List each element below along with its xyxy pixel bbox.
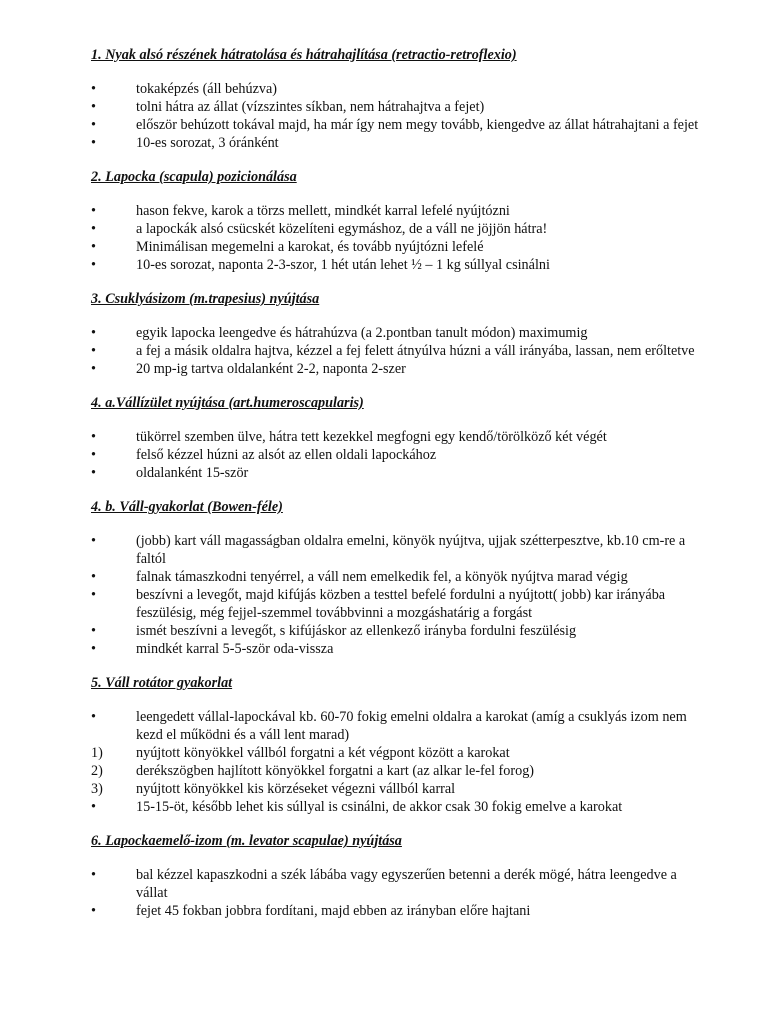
- list-item-text: tolni hátra az állat (vízszintes síkban, nem hátrahajtva a fejet): [136, 99, 485, 115]
- list-item: [91, 134, 708, 152]
- list-item: [91, 708, 708, 744]
- list-item-text: a lapockák alsó csücskét közelíteni egymáshoz, de a váll ne jöjjön hátra!: [136, 221, 548, 237]
- list-marker: •: [91, 361, 96, 377]
- list-marker: •: [91, 709, 96, 725]
- list-item-text: leengedett vállal-lapockával kb. 60-70 fokig emelni oldalra a karokat (amíg a csuklyás izom nem kezd el működni és a váll lent marad): [136, 709, 687, 743]
- list-item-text: oldalanként 15-ször: [136, 465, 249, 481]
- list-marker: •: [91, 239, 96, 255]
- list-item: [91, 98, 708, 116]
- list-marker: •: [91, 641, 96, 657]
- list-item-text: Minimálisan megemelni a karokat, és tovább nyújtózni lefelé: [136, 239, 484, 255]
- section-3: [91, 290, 708, 378]
- list-item-text: hason fekve, karok a törzs mellett, mindkét karral lefelé nyújtózni: [136, 203, 510, 219]
- list-item-text: (jobb) kart váll magasságban oldalra emelni, könyök nyújtva, ujjak szétterpesztve, kb.10 cm-re a faltól: [136, 533, 686, 567]
- list-item: [91, 622, 708, 640]
- section-heading: 4. b. Váll-gyakorlat (Bowen-féle): [91, 499, 283, 515]
- list-marker: •: [91, 81, 96, 97]
- list-item-text: nyújtott könyökkel vállból forgatni a két végpont között a karokat: [136, 745, 510, 761]
- section-4: [91, 394, 708, 482]
- list-marker: •: [91, 221, 96, 237]
- list-item-text: a fej a másik oldalra hajtva, kézzel a fej felett átnyúlva húzni a váll irányába, lassan, nem erőltetve: [136, 343, 695, 359]
- instruction-list: [91, 532, 708, 658]
- list-item: [91, 428, 708, 446]
- instruction-list: [91, 428, 708, 482]
- list-item: [91, 238, 708, 256]
- list-item: [91, 464, 708, 482]
- list-item: [91, 202, 708, 220]
- list-item: [91, 902, 708, 920]
- list-item: [91, 324, 708, 342]
- instruction-list: [91, 866, 708, 920]
- section-2: [91, 168, 708, 274]
- list-item-text: mindkét karral 5-5-ször oda-vissza: [136, 641, 334, 657]
- list-marker: 3): [91, 781, 103, 797]
- section-6: [91, 674, 708, 816]
- list-item: [91, 762, 708, 780]
- instruction-list: [91, 80, 708, 152]
- list-item-text: először behúzott tokával majd, ha már így nem megy tovább, kiengedve az állat hátrahajtani a fejet: [136, 117, 699, 133]
- list-marker: 2): [91, 763, 103, 779]
- section-5: [91, 498, 708, 658]
- list-item: [91, 798, 708, 816]
- list-item: [91, 866, 708, 902]
- list-marker: •: [91, 343, 96, 359]
- list-marker: •: [91, 799, 96, 815]
- list-item: [91, 446, 708, 464]
- list-item-text: derékszögben hajlított könyökkel forgatni a kart (az alkar le-fel forog): [136, 763, 535, 779]
- list-item-text: tokaképzés (áll behúzva): [136, 81, 278, 97]
- list-marker: •: [91, 429, 96, 445]
- section-7: [91, 832, 708, 920]
- list-item: [91, 744, 708, 762]
- list-marker: •: [91, 99, 96, 115]
- list-item-text: felső kézzel húzni az alsót az ellen oldali lapockához: [136, 447, 437, 463]
- instruction-list: [91, 708, 708, 816]
- section-heading: 5. Váll rotátor gyakorlat: [91, 675, 233, 691]
- list-item: [91, 342, 708, 360]
- list-item-text: 10-es sorozat, 3 óránként: [136, 135, 279, 151]
- list-item-text: bal kézzel kapaszkodni a szék lábába vagy egyszerűen betenni a derék mögé, hátra leengedve a vállat: [136, 867, 677, 901]
- section-heading: 4. a.Vállízület nyújtása (art.humeroscapularis): [91, 395, 364, 411]
- list-item-text: 15-15-öt, később lehet kis súllyal is csinálni, de akkor csak 30 fokig emelve a karokat: [136, 799, 623, 815]
- list-marker: •: [91, 447, 96, 463]
- section-heading: 6. Lapockaemelő-izom (m. levator scapulae) nyújtása: [91, 833, 402, 849]
- list-item: [91, 80, 708, 98]
- list-item-text: tükörrel szemben ülve, hátra tett kezekkel megfogni egy kendő/törölköző két végét: [136, 429, 607, 445]
- list-item-text: 20 mp-ig tartva oldalanként 2-2, naponta 2-szer: [136, 361, 406, 377]
- list-marker: •: [91, 257, 96, 273]
- list-item: [91, 220, 708, 238]
- list-item: [91, 780, 708, 798]
- list-item: [91, 116, 708, 134]
- list-item: [91, 256, 708, 274]
- list-marker: •: [91, 203, 96, 219]
- section-heading: 2. Lapocka (scapula) pozicionálása: [91, 169, 297, 185]
- list-marker: •: [91, 587, 96, 603]
- section-heading: 3. Csuklyásizom (m.trapesius) nyújtása: [91, 291, 320, 307]
- list-item-text: 10-es sorozat, naponta 2-3-szor, 1 hét után lehet ½ – 1 kg súllyal csinálni: [136, 257, 550, 273]
- list-marker: •: [91, 623, 96, 639]
- list-marker: •: [91, 135, 96, 151]
- list-item: [91, 568, 708, 586]
- section-heading: 1. Nyak alsó részének hátratolása és hátrahajlítása (retractio-retroflexio): [91, 47, 517, 63]
- list-marker: •: [91, 903, 96, 919]
- list-item-text: fejet 45 fokban jobbra fordítani, majd ebben az irányban előre hajtani: [136, 903, 531, 919]
- section-1: [91, 46, 708, 152]
- instruction-list: [91, 324, 708, 378]
- instruction-list: [91, 202, 708, 274]
- list-item-text: beszívni a levegőt, majd kifújás közben a testtel befelé fordulni a nyújtott( jobb) kar irányába feszülésig, még fejjel-szemmel továbbvinni a mozgáshatárig a forgást: [136, 587, 666, 621]
- list-item: [91, 532, 708, 568]
- list-marker: •: [91, 533, 96, 549]
- list-item: [91, 360, 708, 378]
- list-marker: •: [91, 117, 96, 133]
- list-item: [91, 586, 708, 622]
- list-item: [91, 640, 708, 658]
- list-marker: •: [91, 569, 96, 585]
- list-item-text: nyújtott könyökkel kis körzéseket végezni vállból karral: [136, 781, 456, 797]
- list-marker: •: [91, 465, 96, 481]
- list-item-text: ismét beszívni a levegőt, s kifújáskor az ellenkező irányba fordulni feszülésig: [136, 623, 577, 639]
- list-marker: •: [91, 325, 96, 341]
- list-marker: 1): [91, 745, 103, 761]
- list-marker: •: [91, 867, 96, 883]
- list-item-text: falnak támaszkodni tenyérrel, a váll nem emelkedik fel, a könyök nyújtva marad végig: [136, 569, 628, 585]
- list-item-text: egyik lapocka leengedve és hátrahúzva (a 2.pontban tanult módon) maximumig: [136, 325, 588, 341]
